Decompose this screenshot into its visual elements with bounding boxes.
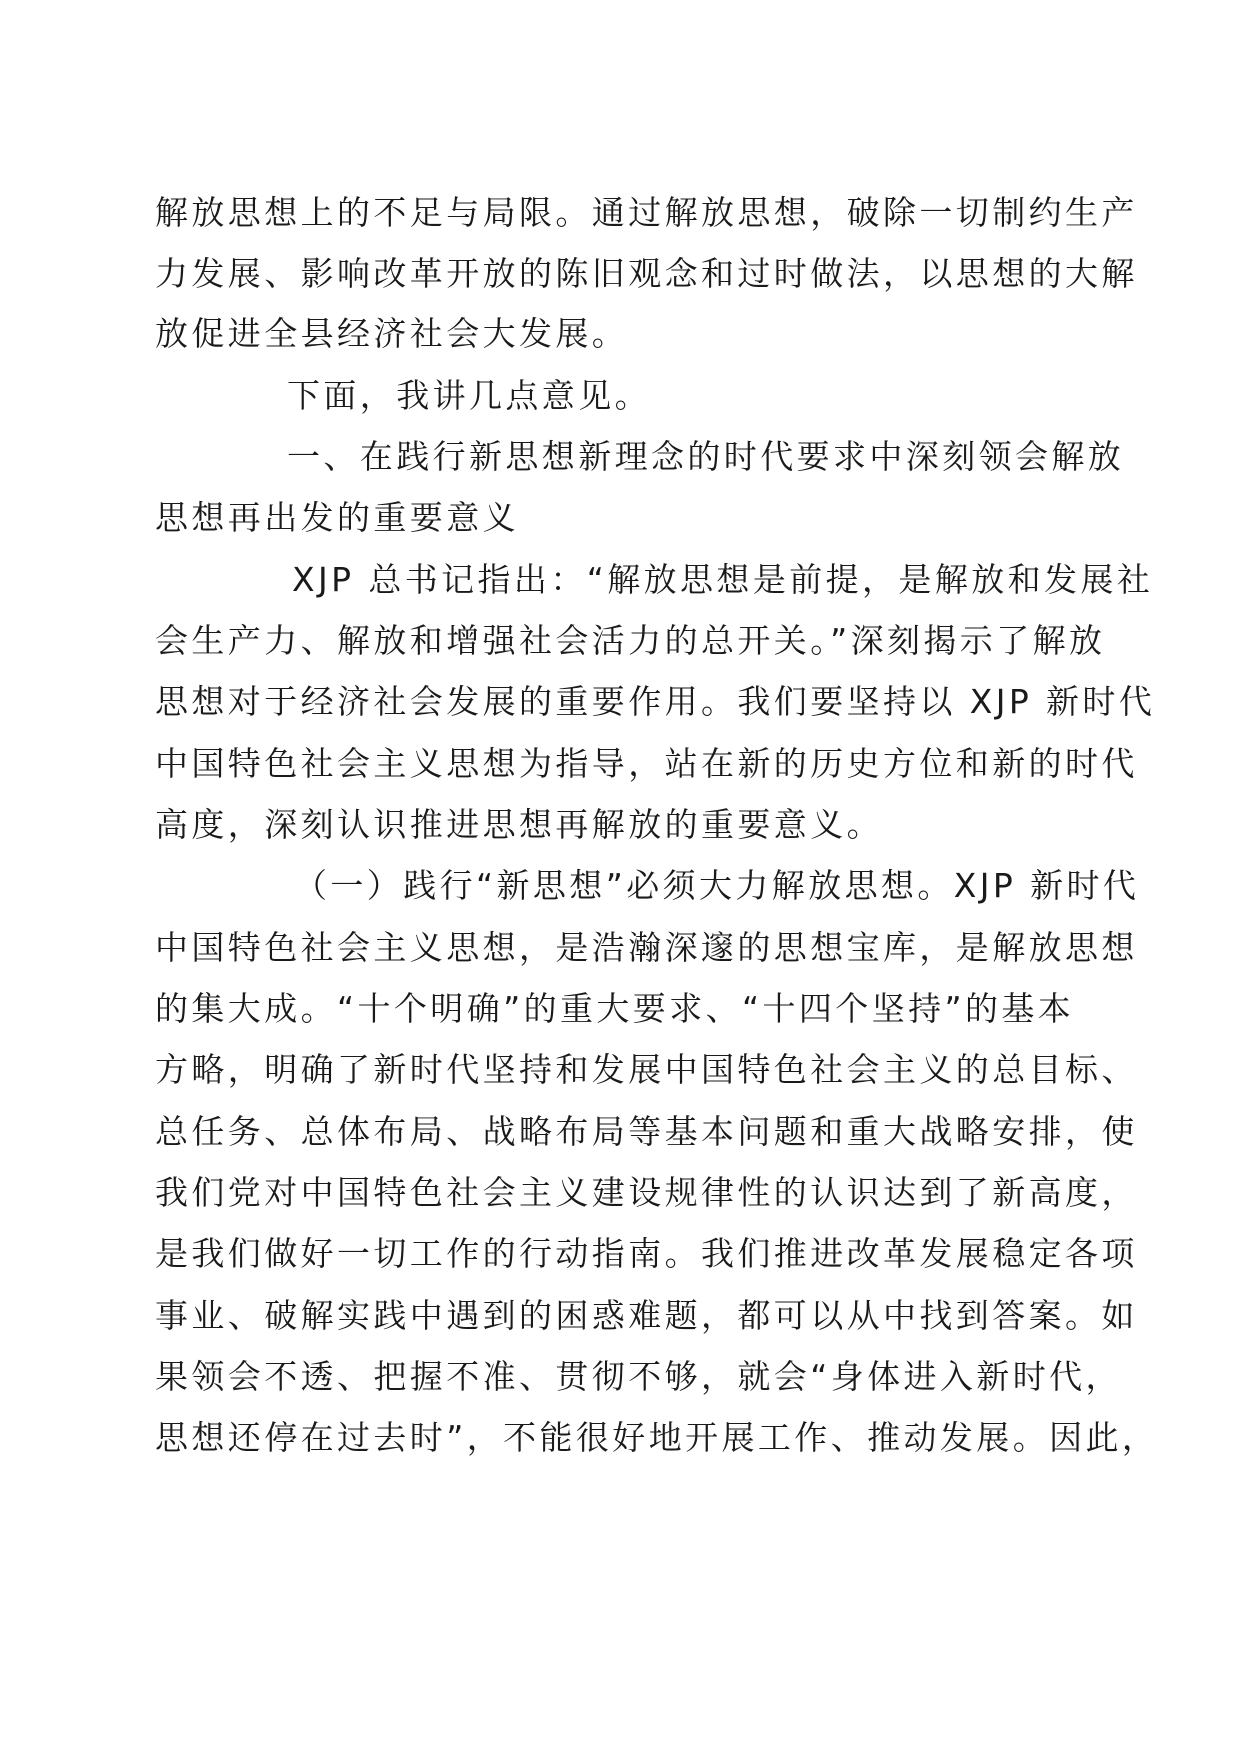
text-line: 放促进全县经济社会大发展。 — [155, 314, 629, 353]
text-line: 的集大成。“十个明确”的重大要求、“十四个坚持”的基本 — [155, 989, 1075, 1028]
text-line: 思想对于经济社会发展的重要作用。我们要坚持以 XJP 新时代 — [155, 682, 1156, 721]
text-line: 高度，深刻认识推进思想再解放的重要意义。 — [155, 805, 883, 844]
section-heading-line: 思想再出发的重要意义 — [155, 498, 519, 537]
text-line: 会生产力、解放和增强社会活力的总开关。”深刻揭示了解放 — [155, 621, 1106, 660]
paragraph-first-line: 下面，我讲几点意见。 — [287, 376, 651, 415]
paragraph-first-line: XJP 总书记指出：“解放思想是前提，是解放和发展社 — [292, 560, 1154, 599]
text-line: 我们党对中国特色社会主义建设规律性的认识达到了新高度， — [155, 1173, 1138, 1212]
text-line: 解放思想上的不足与局限。通过解放思想，破除一切制约生产 — [155, 193, 1138, 232]
text-line: 方略，明确了新时代坚持和发展中国特色社会主义的总目标、 — [155, 1050, 1138, 1089]
subsection-heading-line: （一）践行“新思想”必须大力解放思想。XJP 新时代 — [294, 866, 1140, 905]
section-heading-line: 一、在践行新思想新理念的时代要求中深刻领会解放 — [287, 437, 1125, 476]
text-line: 是我们做好一切工作的行动指南。我们推进改革发展稳定各项 — [155, 1234, 1138, 1273]
text-line: 事业、破解实践中遇到的困惑难题，都可以从中找到答案。如 — [155, 1296, 1138, 1335]
text-line: 思想还停在过去时”，不能很好地开展工作、推动发展。因此， — [155, 1418, 1159, 1457]
text-line: 中国特色社会主义思想，是浩瀚深邃的思想宝库，是解放思想 — [155, 928, 1138, 967]
text-line: 中国特色社会主义思想为指导，站在新的历史方位和新的时代 — [155, 744, 1138, 783]
text-line: 力发展、影响改革开放的陈旧观念和过时做法，以思想的大解 — [155, 254, 1138, 293]
text-line: 果领会不透、把握不准、贯彻不够，就会“身体进入新时代， — [155, 1357, 1122, 1396]
text-line: 总任务、总体布局、战略布局等基本问题和重大战略安排，使 — [155, 1112, 1138, 1151]
